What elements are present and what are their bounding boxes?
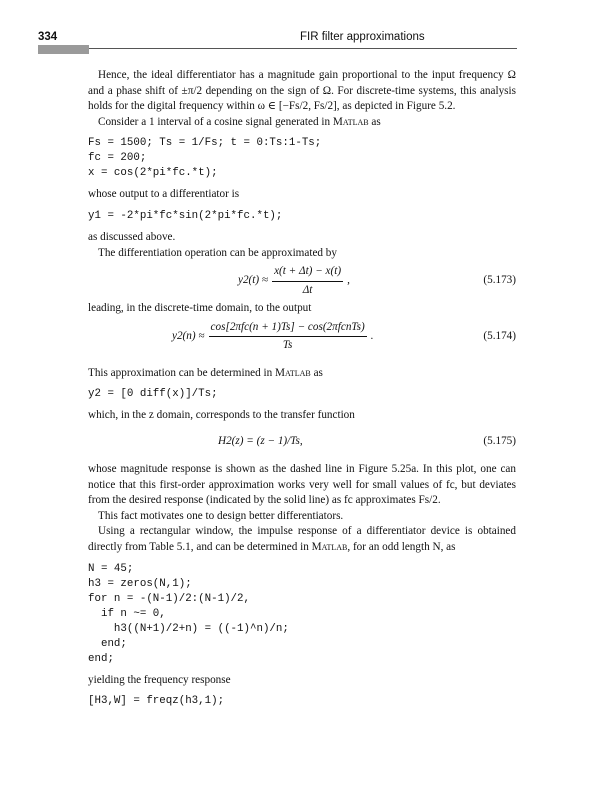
equation-5-173 [88,261,516,301]
paragraph-rectangular-window [88,524,516,555]
paragraph-text: as [310,366,323,379]
code-block-diff: y2 = [0 diff(x)]/Ts; [88,388,218,401]
header-rule-line [89,48,517,49]
equation-fraction [272,264,343,298]
equation-numerator: x(t + Δt) − x(t) [272,264,343,282]
matlab-name: Matlab [275,366,311,379]
equation-5-174 [88,317,516,357]
equation-lhs: y2(t) ≈ [238,274,269,287]
paragraph-text: Using a rectangular window, the impulse response of a differentiator device is obtained directly from Table 5.1, and can be determined in [88,525,516,553]
equation-body: H2(z) = (z − 1)/Ts, [218,435,303,448]
page-number: 334 [38,31,58,43]
running-title: FIR filter approximations [300,31,425,43]
code-block-cosine: Fs = 1500; Ts = 1/Fs; t = 0:Ts:1-Ts; fc = 200; x = cos(2*pi*fc.*t); [88,137,322,180]
equation-5-175 [88,432,516,452]
paragraph-text: , for an odd length N, as [347,540,456,553]
code-block-derivative: y1 = -2*pi*fc*sin(2*pi*fc.*t); [88,209,283,222]
paragraph-matlab-approx [88,366,516,382]
paragraph-frequency-response: yielding the frequency response [88,673,231,686]
equation-number: (5.175) [483,434,516,447]
paragraph-approximation: The differentiation operation can be approximated by [98,246,337,259]
paragraph-discrete-output: leading, in the discrete-time domain, to the output [88,302,312,315]
equation-denominator: Ts [282,339,293,352]
equation-number: (5.174) [483,329,516,342]
equation-denominator: Δt [302,283,313,296]
paragraph-cosine-signal [88,115,516,131]
matlab-name: Matlab [332,115,369,128]
equation-tail: . [370,329,374,342]
paragraph-discussed: as discussed above. [88,230,176,243]
equation-fraction [209,320,367,354]
paragraph-magnitude-response: whose magnitude response is shown as the dashed line in Figure 5.25a. In this plot, one can notice that this first-order approximation works very well for small values of fc, but deviates from the desired response (indicated by the solid line) as fc approximates Fs/2. [88,462,516,507]
page-header [0,0,608,60]
paragraph-text: This approximation can be determined in [88,366,276,379]
paragraph-motivation: This fact motivates one to design better differentiators. [98,509,344,522]
paragraph-ideal-differentiator: Hence, the ideal differentiator has a magnitude gain proportional to the input frequency Ω and a phase shift of ±π/2 depending on the sign of Ω. For discrete-time systems, this analysis holds for the digital frequency within ω ∈ [−Fs/2, Fs/2], as depicted in Figure 5.2. [88,69,516,113]
paragraph-differentiator-output: whose output to a differentiator is [88,188,240,201]
code-block-impulse-response: N = 45; h3 = zeros(N,1); for n = -(N-1)/2:(N-1)/2, if n ~= 0, h3((N+1)/2+n) = ((-1)^n)/n; end; end; [88,562,289,665]
equation-numerator: cos[2πfc(n + 1)Ts] − cos(2πfcnTs) [209,320,367,338]
equation-tail: , [347,274,350,287]
matlab-name: Matlab [311,540,348,553]
equation-lhs: y2(n) ≈ [172,329,205,342]
page-body [88,68,516,709]
header-rule-bar [38,45,89,54]
paragraph-transfer-function: which, in the z domain, corresponds to the transfer function [88,409,355,422]
code-block-freqz: [H3,W] = freqz(h3,1); [88,695,225,708]
paragraph-text: as [368,115,381,128]
paragraph-text: Consider a 1 interval of a cosine signal generated in [98,115,333,128]
equation-number: (5.173) [483,274,516,287]
